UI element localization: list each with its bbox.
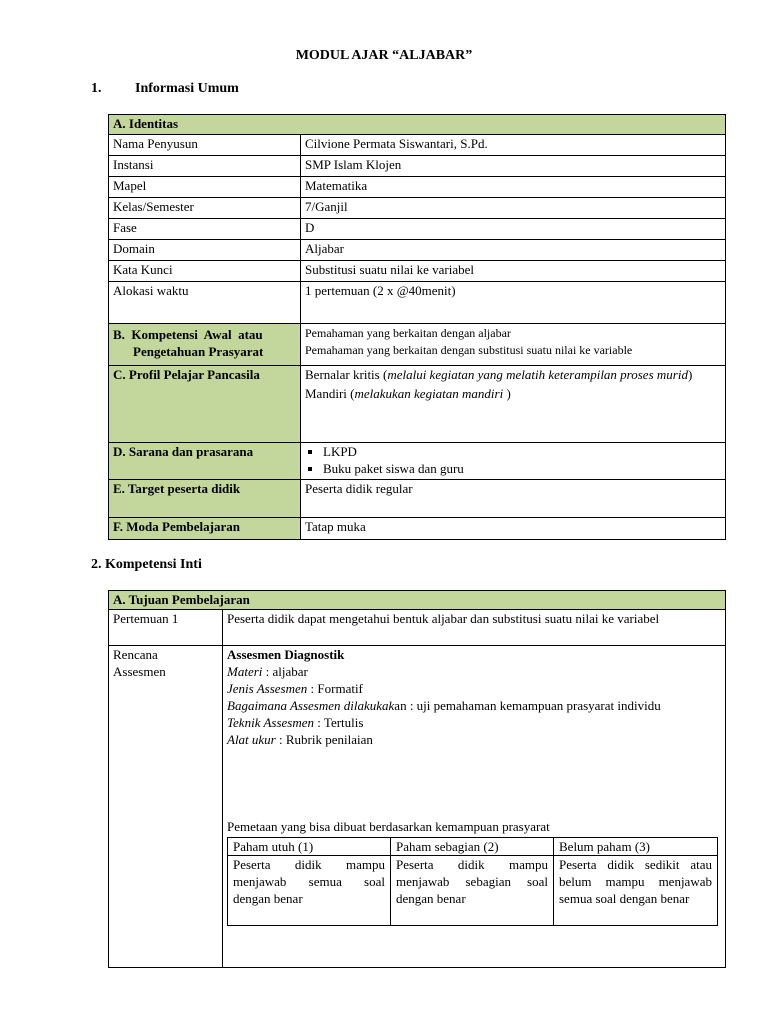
table-row	[109, 156, 726, 177]
row-label: Fase	[109, 219, 301, 240]
row-value: SMP Islam Klojen	[301, 156, 726, 177]
grid-value-row	[228, 856, 718, 926]
section-2-title: 2. Kompetensi Inti	[91, 557, 202, 572]
sarana-row	[109, 443, 726, 480]
row-value: 1 pertemuan (2 x @40menit)	[301, 282, 726, 324]
kompetensi-awal-row	[109, 324, 726, 366]
grid-cell: Peserta didik mampu menjawab semua soal dengan benar	[228, 856, 391, 926]
pemetaan-line: Pemetaan yang bisa dibuat berdasarkan kemampuan prasyarat	[227, 819, 550, 834]
row-label: Kata Kunci	[109, 261, 301, 282]
identitas-header: A. Identitas	[109, 115, 726, 135]
table-row	[109, 177, 726, 198]
grid-cell: Peserta didik mampu menjawab sebagian soal dengan benar	[391, 856, 554, 926]
teknik-line: Teknik Assesmen : Tertulis	[227, 715, 364, 730]
moda-row	[109, 518, 726, 540]
row-value: Cilvione Permata Siswantari, S.Pd.	[301, 135, 726, 156]
row-value: Aljabar	[301, 240, 726, 261]
table-row	[109, 261, 726, 282]
table-row	[109, 198, 726, 219]
target-row	[109, 480, 726, 518]
alat-line: Alat ukur : Rubrik penilaian	[227, 732, 373, 747]
moda-label: F. Moda Pembelajaran	[109, 518, 301, 540]
rencana-row	[109, 646, 726, 968]
kompetensi-awal-value: Pemahaman yang berkaitan dengan aljabar Pemahaman yang berkaitan dengan substitusi suatu nilai ke variable	[301, 324, 726, 366]
table-row	[109, 240, 726, 261]
sarana-label: D. Sarana dan prasarana	[109, 443, 301, 480]
profil-row	[109, 366, 726, 443]
grid-cell: Peserta didik sedikit atau belum mampu menjawab semua soal dengan benar	[554, 856, 718, 926]
table-row	[109, 135, 726, 156]
row-label: Nama Penyusun	[109, 135, 301, 156]
sarana-value	[301, 443, 726, 480]
row-label: Kelas/Semester	[109, 198, 301, 219]
rencana-label: Rencana Assesmen	[109, 646, 223, 968]
pertemuan-label: Pertemuan 1	[109, 610, 223, 646]
section-1-number: 1.	[91, 81, 102, 96]
profil-label: C. Profil Pelajar Pancasila	[109, 366, 301, 443]
list-item: ▪ Buku paket siswa dan guru	[323, 460, 721, 477]
row-value: Substitusi suatu nilai ke variabel	[301, 261, 726, 282]
table-row	[109, 219, 726, 240]
bagaimana-line: Bagaimana Assesmen dilakukakan : uji pemahaman kemampuan prasyarat individu	[227, 698, 661, 713]
grid-header: Paham utuh (1)	[228, 838, 391, 856]
document-title: MODUL AJAR “ALJABAR”	[295, 48, 473, 63]
pemetaan-grid	[227, 837, 718, 926]
diagnostik-title: Assesmen Diagnostik	[227, 647, 345, 662]
list-item: ▪ LKPD	[323, 443, 721, 460]
row-label: Instansi	[109, 156, 301, 177]
grid-header: Paham sebagian (2)	[391, 838, 554, 856]
kompetensi-awal-label: B. Kompetensi Awal atau Pengetahuan Prasyarat	[109, 324, 301, 366]
row-value: D	[301, 219, 726, 240]
table-row	[109, 282, 726, 324]
grid-header-row	[228, 838, 718, 856]
tujuan-table	[108, 590, 726, 968]
target-value: Peserta didik regular	[301, 480, 726, 518]
pertemuan-row	[109, 610, 726, 646]
identitas-table	[108, 114, 726, 540]
tujuan-header: A. Tujuan Pembelajaran	[109, 591, 726, 610]
pertemuan-value: Peserta didik dapat mengetahui bentuk aljabar dan substitusi suatu nilai ke variabel	[223, 610, 726, 646]
moda-value: Tatap muka	[301, 518, 726, 540]
row-value: 7/Ganjil	[301, 198, 726, 219]
materi-line: Materi : aljabar	[227, 664, 308, 679]
row-value: Matematika	[301, 177, 726, 198]
row-label: Mapel	[109, 177, 301, 198]
profil-value: Bernalar kritis (melalui kegiatan yang melatih keterampilan proses murid) Mandiri (melakukan kegiatan mandiri )	[301, 366, 726, 443]
row-label: Alokasi waktu	[109, 282, 301, 324]
row-label: Domain	[109, 240, 301, 261]
identitas-header-row	[109, 115, 726, 135]
grid-header: Belum paham (3)	[554, 838, 718, 856]
target-label: E. Target peserta didik	[109, 480, 301, 518]
rencana-value	[223, 646, 726, 968]
section-1-title: Informasi Umum	[135, 81, 239, 96]
jenis-line: Jenis Assesmen : Formatif	[227, 681, 363, 696]
tujuan-header-row	[109, 591, 726, 610]
